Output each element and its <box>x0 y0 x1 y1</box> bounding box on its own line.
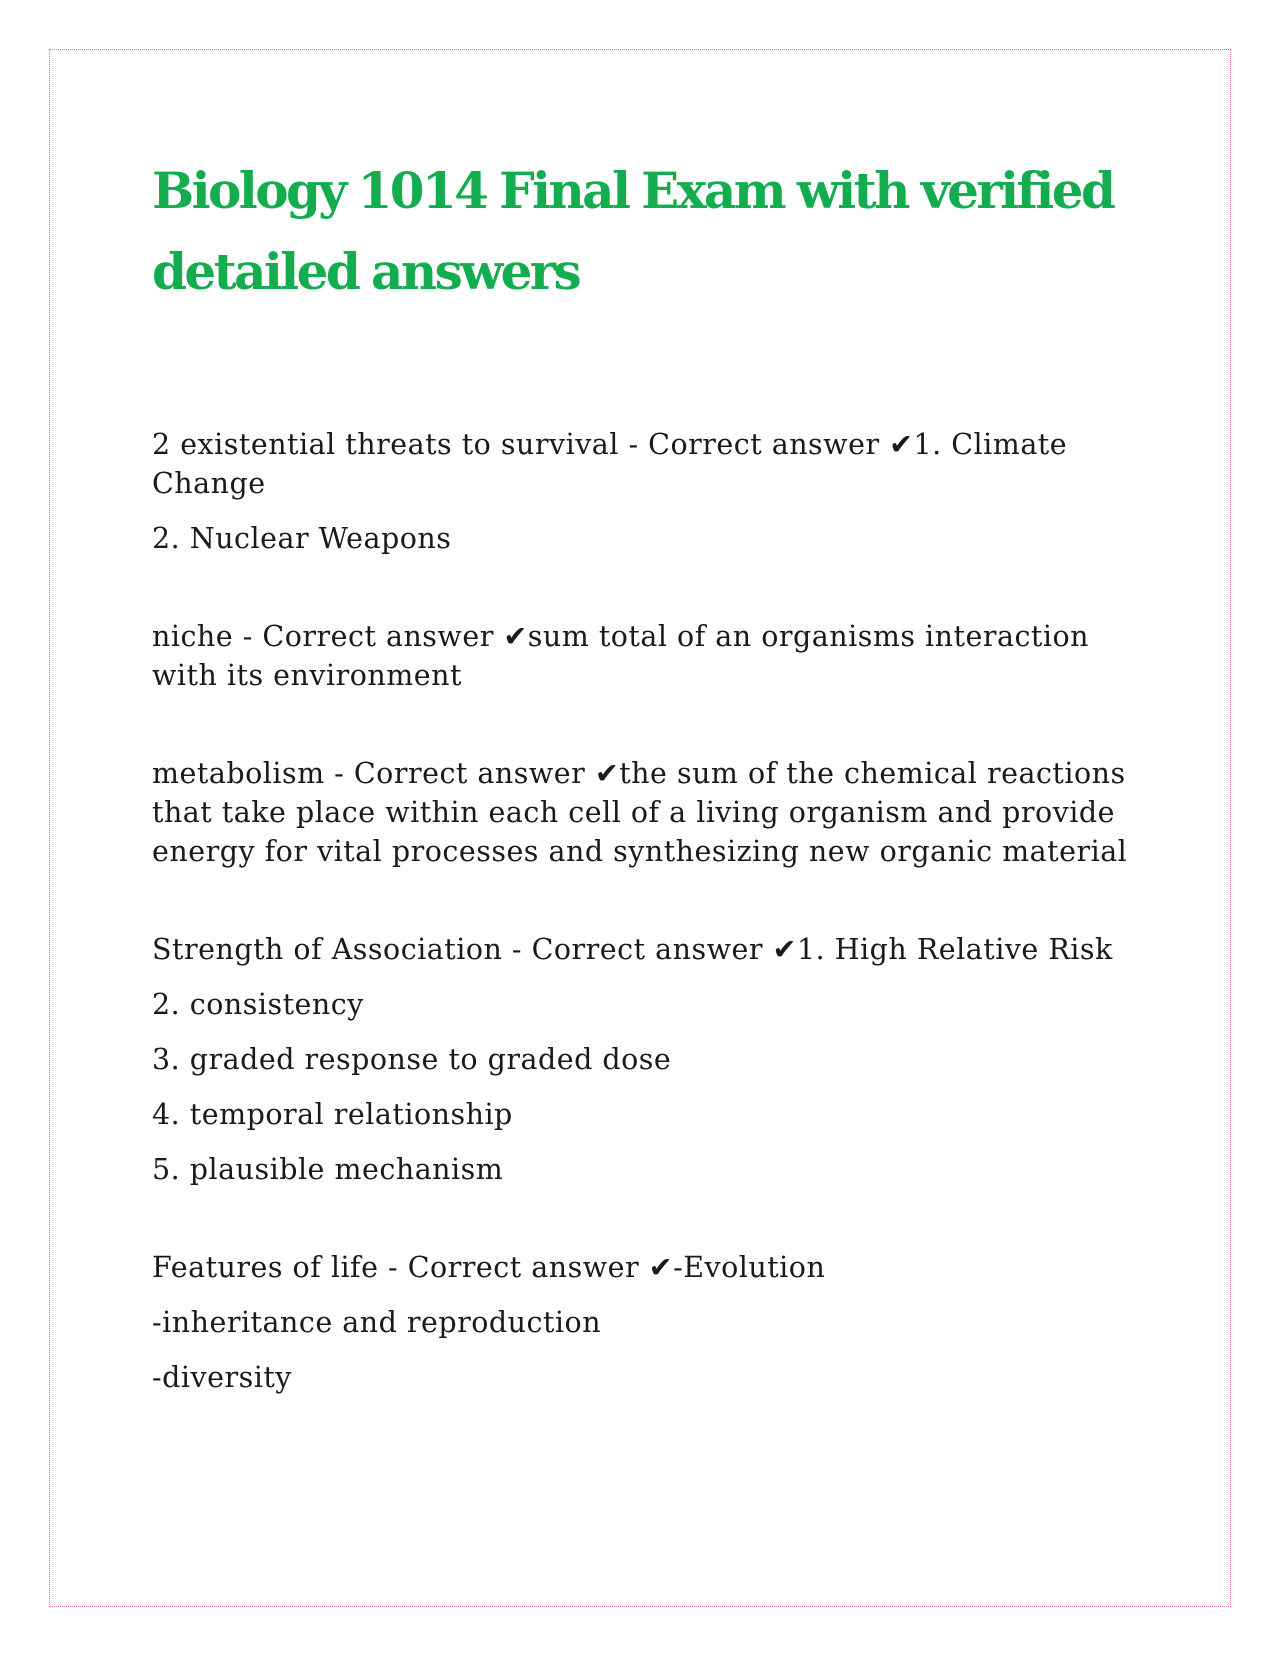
qa-paragraph: Features of life - Correct answer ✔-Evolution <box>152 1251 826 1284</box>
qa-paragraph: 2. Nuclear Weapons <box>152 522 452 555</box>
qa-paragraph: 2. consistency <box>152 988 364 1021</box>
document-title: Biology 1014 Final Exam with verified detailed answers <box>152 161 1114 301</box>
qa-paragraph: metabolism - Correct answer ✔the sum of the chemical reactions that take place within each cell of a living organism and provide energy for vital processes and synthesizing new organic material <box>152 757 1128 868</box>
qa-paragraph: Strength of Association - Correct answer ✔1. High Relative Risk <box>152 933 1113 966</box>
qa-paragraph: 2 existential threats to survival - Correct answer ✔1. Climate Change <box>152 428 1068 500</box>
qa-paragraph: 3. graded response to graded dose <box>152 1043 672 1076</box>
qa-paragraph: 4. temporal relationship <box>152 1098 513 1131</box>
qa-paragraph: -inheritance and reproduction <box>152 1306 602 1339</box>
qa-list <box>152 425 1142 1397</box>
document-body <box>152 150 1142 1456</box>
qa-entry-niche <box>152 617 1142 695</box>
qa-paragraph: -diversity <box>152 1361 292 1394</box>
qa-entry-metabolism <box>152 754 1142 871</box>
qa-entry-strength-of-association <box>152 930 1142 1189</box>
qa-paragraph: 5. plausible mechanism <box>152 1153 504 1186</box>
qa-paragraph: niche - Correct answer ✔sum total of an organisms interaction with its environment <box>152 620 1089 692</box>
qa-entry-features-of-life <box>152 1248 1142 1397</box>
qa-entry-existential-threats <box>152 425 1142 558</box>
